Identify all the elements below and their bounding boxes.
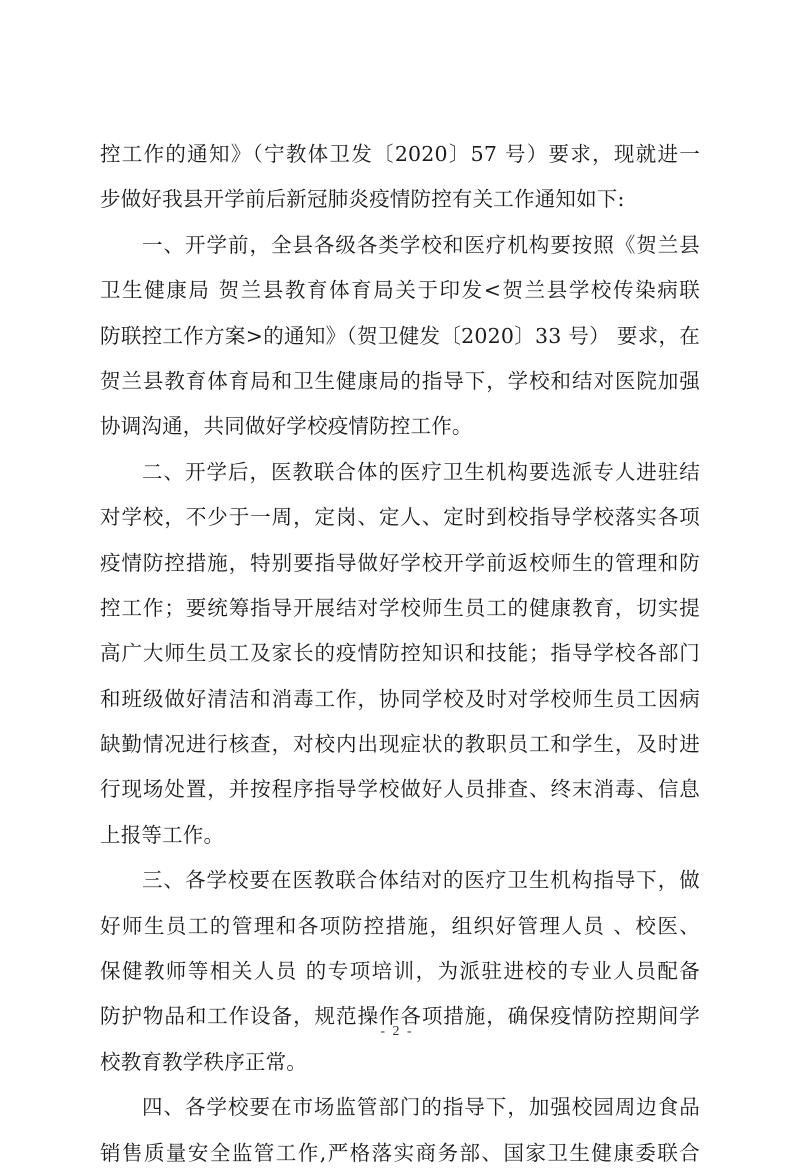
text-line: 高广大师生员工及家长的疫情防控知识和技能；指导学校各部门	[100, 641, 700, 666]
text-line: 步做好我县开学前后新冠肺炎疫情防控有关工作通知如下:	[100, 187, 625, 212]
text-line: 一、开学前，全县各级各类学校和医疗机构要按照《贺兰县	[142, 232, 700, 257]
text-line: 防护物品和工作设备，规范操作各项措施，确保疫情防控期间学	[100, 1004, 700, 1029]
paragraph-item-4	[100, 1085, 700, 1176]
text-line: 校教育教学秩序正常。	[100, 1049, 307, 1074]
paragraph-item-3	[100, 858, 700, 1085]
text-line: 防联控工作方案>的通知》（贺卫健发〔2020〕33 号） 要求，在	[100, 323, 700, 348]
paragraph-intro	[100, 132, 700, 223]
text-line: 卫生健康局 贺兰县教育体育局关于印发<贺兰县学校传染病联	[100, 278, 700, 303]
text-line: 协调沟通，共同做好学校疫情防控工作。	[100, 414, 473, 439]
document-body	[100, 132, 700, 1176]
paragraph-item-1	[100, 223, 700, 450]
text-line: 二、开学后，医教联合体的医疗卫生机构要选派专人进驻结	[142, 459, 700, 484]
text-line: 好师生员工的管理和各项防控措施，组织好管理人员 、校医、	[100, 913, 700, 938]
paragraph-item-2	[100, 450, 700, 859]
text-line: 控工作；要统筹指导开展结对学校师生员工的健康教育，切实提	[100, 595, 700, 620]
text-line: 销售质量安全监管工作,严格落实商务部、国家卫生健康委联合	[100, 1140, 700, 1165]
text-line: 上报等工作。	[100, 822, 225, 847]
text-line: 控工作的通知》（宁教体卫发〔2020〕57 号）要求，现就进一	[100, 142, 700, 166]
text-line: 疫情防控措施，特别要指导做好学校开学前返校师生的管理和防	[100, 550, 700, 575]
text-line: 缺勤情况进行核查，对校内出现症状的教职员工和学生，及时进	[100, 732, 700, 757]
text-line: 行现场处置，并按程序指导学校做好人员排查、终末消毒、信息	[100, 777, 700, 802]
text-line: 对学校，不少于一周，定岗、定人、定时到校指导学校落实各项	[100, 505, 700, 530]
text-line: 贺兰县教育体育局和卫生健康局的指导下，学校和结对医院加强	[100, 368, 700, 393]
text-line: 和班级做好清洁和消毒工作，协同学校及时对学校师生员工因病	[100, 686, 700, 711]
text-line: 四、各学校要在市场监管部门的指导下，加强校园周边食品	[142, 1095, 700, 1120]
text-line: 保健教师等相关人员 的专项培训，为派驻进校的专业人员配备	[100, 959, 700, 984]
text-line: 三、各学校要在医教联合体结对的医疗卫生机构指导下，做	[142, 868, 700, 893]
page-number: - 2 -	[380, 1024, 414, 1039]
